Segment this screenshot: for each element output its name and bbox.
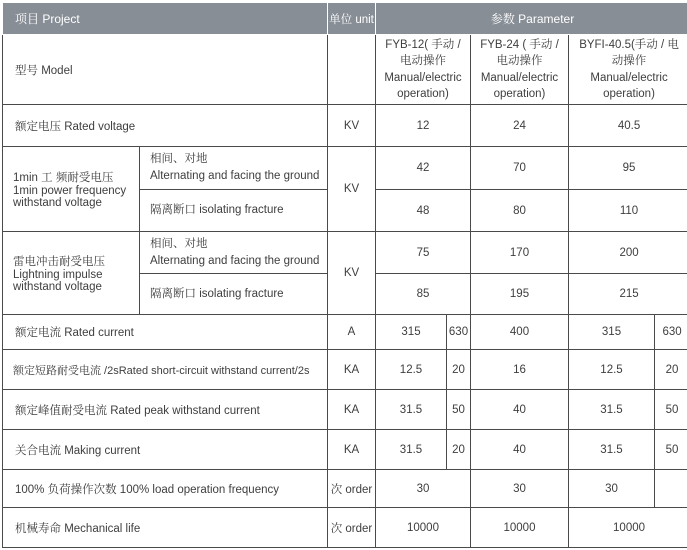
row-mech-life	[3, 508, 687, 548]
cell-model-byfi405: BYFI-40.5(手动 / 电 动操作 Manual/electric operation)	[569, 35, 687, 105]
cell-load-ops-label: 100% 负荷操作次数 100% load operation frequency	[3, 470, 328, 508]
row-making-current	[3, 430, 687, 470]
row-load-ops	[3, 470, 687, 508]
power-freq-label-zh: 1min 工 频耐受电压	[13, 172, 114, 184]
cell-mech-life-v12: 10000	[376, 508, 471, 548]
cell-rated-voltage-label: 额定电压 Rated voltage	[3, 105, 328, 147]
cell-short-circuit-v24: 16	[471, 350, 569, 390]
row-short-circuit	[3, 350, 687, 390]
cell-rated-voltage-v12: 12	[376, 105, 471, 147]
cell-peak-v24: 40	[471, 390, 569, 430]
lightning-label-en: Lightning impulse withstand voltage	[13, 269, 103, 293]
cell-power-freq-phase-v12: 42	[376, 147, 471, 190]
cell-making-v12a: 31.5	[376, 430, 447, 470]
cell-rated-current-v12a: 315	[376, 315, 447, 350]
cell-power-freq-phase-v24: 70	[471, 147, 569, 190]
header-row	[3, 3, 687, 35]
cell-load-ops-v12: 30	[376, 470, 471, 508]
cell-power-freq-fracture-label: 隔离断口 isolating fracture	[140, 190, 328, 232]
power-freq-label-en: 1min power frequency withstand voltage	[13, 185, 127, 209]
cell-short-circuit-v12b: 20	[447, 350, 471, 390]
cell-rated-current-v405a: 315	[569, 315, 655, 350]
row-lightning-phase	[3, 232, 687, 274]
cell-mech-life-label: 机械寿命 Mechanical life	[3, 508, 328, 548]
cell-lightning-fracture-v405: 215	[569, 274, 687, 315]
row-model	[3, 35, 687, 105]
cell-lightning-phase-v12: 75	[376, 232, 471, 274]
cell-making-label: 关合电流 Making current	[3, 430, 328, 470]
cell-making-unit: KA	[328, 430, 376, 470]
cell-lightning-fracture-v24: 195	[471, 274, 569, 315]
lightning-phase-zh: 相间、对地	[150, 237, 208, 250]
cell-short-circuit-v405b: 20	[655, 350, 687, 390]
cell-mech-life-v405: 10000	[569, 508, 687, 548]
cell-load-ops-v24: 30	[471, 470, 569, 508]
cell-making-v12b: 20	[447, 430, 471, 470]
power-freq-phase-zh: 相间、对地	[150, 153, 208, 166]
cell-lightning-fracture-v12: 85	[376, 274, 471, 315]
cell-peak-v12b: 50	[447, 390, 471, 430]
cell-making-v405b: 50	[655, 430, 687, 470]
cell-lightning-phase-label	[140, 232, 328, 274]
cell-rated-current-v24: 400	[471, 315, 569, 350]
cell-load-ops-unit: 次 order	[328, 470, 376, 508]
row-rated-current	[3, 315, 687, 350]
cell-power-freq-fracture-v24: 80	[471, 190, 569, 232]
cell-rated-voltage-unit: KV	[328, 105, 376, 147]
row-rated-voltage	[3, 105, 687, 147]
cell-making-v405a: 31.5	[569, 430, 655, 470]
cell-power-freq-phase-v405: 95	[569, 147, 687, 190]
cell-model-fyb24: FYB-24 ( 手动 / 电动操作 Manual/electric operation)	[471, 35, 569, 105]
cell-power-freq-label	[3, 147, 140, 232]
cell-lightning-phase-v24: 170	[471, 232, 569, 274]
lightning-label-zh: 雷电冲击耐受电压	[13, 256, 105, 268]
lightning-phase-en: Alternating and facing the ground	[150, 254, 320, 267]
cell-peak-v405a: 31.5	[569, 390, 655, 430]
cell-load-ops-v405: 30	[569, 470, 655, 508]
cell-short-circuit-v12a: 12.5	[376, 350, 447, 390]
cell-model-label: 型号 Model	[3, 35, 328, 105]
cell-rated-voltage-v24: 24	[471, 105, 569, 147]
row-peak-withstand	[3, 390, 687, 430]
cell-mech-life-v24: 10000	[471, 508, 569, 548]
row-power-freq-phase	[3, 147, 687, 190]
cell-load-ops-v405b-empty	[655, 470, 687, 508]
header-parameter: 参数 Parameter	[376, 3, 687, 35]
cell-peak-label: 额定峰值耐受电流 Rated peak withstand current	[3, 390, 328, 430]
spec-table	[2, 2, 687, 548]
cell-peak-unit: KA	[328, 390, 376, 430]
cell-rated-voltage-v405: 40.5	[569, 105, 687, 147]
cell-model-unit-empty	[328, 35, 376, 105]
cell-peak-v405b: 50	[655, 390, 687, 430]
cell-making-v24: 40	[471, 430, 569, 470]
cell-lightning-phase-v405: 200	[569, 232, 687, 274]
cell-mech-life-unit: 次 order	[328, 508, 376, 548]
cell-short-circuit-label: 额定短路耐受电流 /2sRated short-circuit withstand current/2s	[3, 350, 328, 390]
cell-power-freq-fracture-v405: 110	[569, 190, 687, 232]
cell-power-freq-unit: KV	[328, 147, 376, 232]
cell-lightning-fracture-label: 隔离断口 isolating fracture	[140, 274, 328, 315]
cell-short-circuit-unit: KA	[328, 350, 376, 390]
cell-peak-v12a: 31.5	[376, 390, 447, 430]
power-freq-phase-en: Alternating and facing the ground	[150, 170, 320, 182]
cell-model-fyb12: FYB-12( 手动 / 电动操作 Manual/electric operation)	[376, 35, 471, 105]
cell-power-freq-fracture-v12: 48	[376, 190, 471, 232]
cell-rated-current-v405b: 630	[655, 315, 687, 350]
cell-short-circuit-v405a: 12.5	[569, 350, 655, 390]
header-unit: 单位 unit	[328, 3, 376, 35]
cell-lightning-unit: KV	[328, 232, 376, 315]
header-project: 项目 Project	[3, 3, 328, 35]
cell-power-freq-phase-label	[140, 147, 328, 190]
cell-lightning-label	[3, 232, 140, 315]
cell-rated-current-v12b: 630	[447, 315, 471, 350]
cell-rated-current-label: 额定电流 Rated current	[3, 315, 328, 350]
cell-rated-current-unit: A	[328, 315, 376, 350]
